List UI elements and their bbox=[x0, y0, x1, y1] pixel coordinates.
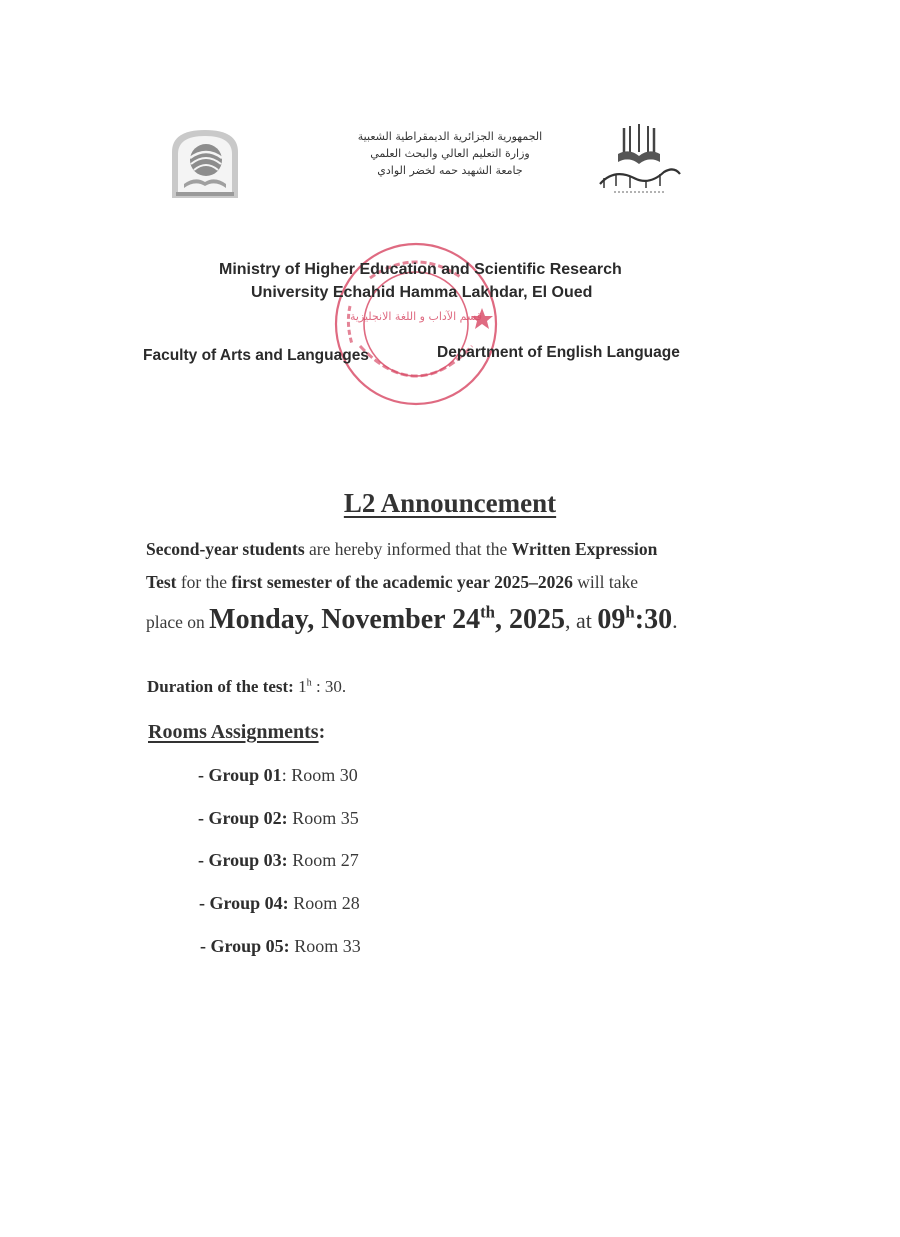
rooms-heading-colon: : bbox=[318, 721, 326, 743]
exam-date-sup: th bbox=[480, 602, 496, 622]
announcement-line-1 bbox=[146, 539, 746, 560]
body-text-2: for the bbox=[176, 572, 232, 592]
exam-time bbox=[597, 604, 672, 635]
body-text-5: , at bbox=[565, 608, 598, 633]
group-room: Room 27 bbox=[292, 850, 359, 870]
arabic-line-ministry: وزارة التعليم العالي والبحث العلمي bbox=[370, 147, 530, 160]
group-label: - Group 02: bbox=[198, 808, 288, 828]
exam-date-main: Monday, November 24 bbox=[209, 604, 481, 635]
group-sep: : bbox=[281, 765, 292, 785]
list-item bbox=[200, 936, 361, 957]
group-label: - Group 03: bbox=[198, 850, 288, 870]
duration-line bbox=[147, 677, 346, 697]
department-line: Department of English Language bbox=[437, 344, 680, 361]
body-text-3: will take bbox=[572, 572, 639, 592]
announcement-line-3 bbox=[146, 604, 746, 636]
faculty-logo bbox=[594, 122, 684, 198]
group-room: Room 28 bbox=[293, 893, 360, 913]
test-text: Test bbox=[146, 572, 177, 592]
arabic-line-republic: الجمهورية الجزائرية الديمقراطية الشعبية bbox=[357, 130, 543, 143]
written-expression-text: Written Expression bbox=[511, 539, 658, 559]
faculty-line: Faculty of Arts and Languages bbox=[143, 347, 369, 364]
announcement-line-2 bbox=[146, 572, 746, 593]
stamp-text: قسم الآداب و اللغة الانجليزية bbox=[349, 310, 483, 323]
body-text-4: place on bbox=[146, 612, 210, 632]
body-text-6: . bbox=[672, 608, 678, 633]
group-room: Room 30 bbox=[291, 765, 358, 785]
university-line: University Echahid Hamma Lakhdar, El Oued bbox=[251, 284, 593, 301]
arabic-line-university: جامعة الشهيد حمه لخضر الوادي bbox=[377, 164, 523, 177]
duration-label: Duration of the test: bbox=[147, 677, 294, 696]
announcement-title: L2 Announcement bbox=[343, 488, 557, 518]
announcement-title-wrap bbox=[0, 488, 900, 519]
list-item bbox=[198, 765, 358, 786]
exam-date bbox=[209, 604, 565, 635]
list-item bbox=[199, 893, 360, 914]
rooms-heading bbox=[148, 721, 325, 744]
group-label: - Group 04: bbox=[199, 893, 289, 913]
group-room: Room 33 bbox=[294, 936, 361, 956]
exam-time-sup: h bbox=[625, 602, 635, 622]
exam-time-hour: 09 bbox=[597, 604, 626, 635]
duration-minutes: : 30. bbox=[311, 677, 347, 696]
semester-text: first semester of the academic year 2025–2026 bbox=[231, 572, 573, 592]
list-item bbox=[198, 808, 359, 829]
exam-time-min: :30 bbox=[634, 604, 673, 635]
duration-hours-sup: h bbox=[306, 677, 312, 689]
body-text-1: are hereby informed that the bbox=[304, 539, 512, 559]
university-logo bbox=[168, 128, 242, 200]
group-label: - Group 01 bbox=[198, 765, 282, 785]
group-label: - Group 05: bbox=[200, 936, 290, 956]
ministry-line: Ministry of Higher Education and Scientific Research bbox=[219, 261, 622, 278]
rooms-heading-text: Rooms Assignments bbox=[148, 721, 319, 743]
duration-hours: 1 bbox=[298, 677, 307, 696]
exam-date-year: , 2025 bbox=[495, 604, 566, 635]
arabic-header bbox=[300, 128, 600, 179]
group-room: Room 35 bbox=[292, 808, 359, 828]
students-text: Second-year students bbox=[146, 539, 305, 559]
list-item bbox=[198, 850, 359, 871]
